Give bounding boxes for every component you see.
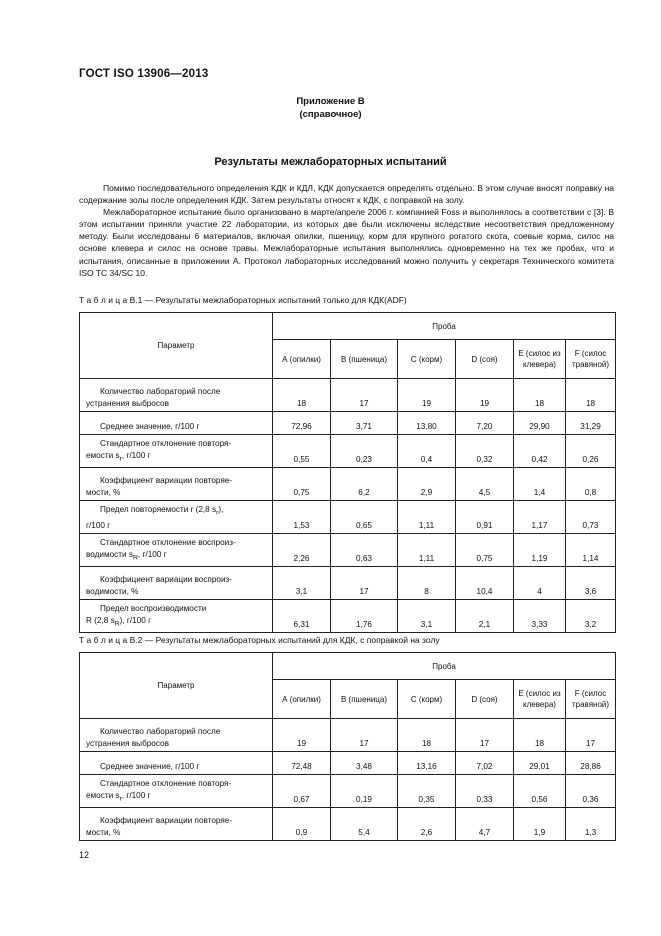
param-text: , г/100 г bbox=[121, 450, 151, 460]
table-row bbox=[80, 752, 616, 775]
value-cell: 17 bbox=[331, 567, 398, 600]
col-header: В (пшеница) bbox=[331, 680, 398, 719]
col-header: D (соя) bbox=[456, 680, 514, 719]
value-cell: 0,36 bbox=[566, 775, 616, 808]
param-cell bbox=[80, 379, 273, 412]
param-header: Параметр bbox=[80, 653, 273, 719]
param-cell bbox=[80, 412, 273, 435]
param-text: Среднее значение, г/100 г bbox=[100, 761, 200, 771]
value-cell: 1,4 bbox=[514, 468, 566, 501]
value-cell: 3,48 bbox=[331, 752, 398, 775]
table-row bbox=[80, 379, 616, 412]
value-cell: 0,33 bbox=[456, 775, 514, 808]
value-cell: 0,67 bbox=[273, 775, 331, 808]
param-cell bbox=[80, 752, 273, 775]
paragraph: Помимо последовательного определения КДК и КДЛ, КДК допускается определять отдельно. В этом случае вносят поправку на содержание золы после определения КДК. Затем результаты относят к КДК, с поправкой на золу. bbox=[79, 183, 614, 206]
value-cell: 0,35 bbox=[398, 775, 456, 808]
value-cell: 6,2 bbox=[331, 468, 398, 501]
value-cell: 1,11 bbox=[398, 501, 456, 534]
param-cell bbox=[80, 775, 273, 808]
value-cell: 29,90 bbox=[514, 412, 566, 435]
value-cell: 0,56 bbox=[514, 775, 566, 808]
document-header: ГОСТ ISO 13906—2013 bbox=[79, 68, 209, 80]
param-text: r bbox=[119, 795, 122, 803]
value-cell: 0,91 bbox=[456, 501, 514, 534]
appendix-heading bbox=[0, 95, 661, 121]
paragraph: Межлабораторное испытание было организовано в марте/апреле 2006 г. компанией Foss и выполнялось в соответствии с [3]. В этом испытании приняли участие 22 лаборатории, из которых две были исключены вследствие несоответствия предложенному методу. Были исследованы 6 материалов, включая опилки, пшеницу, корм для крупного рогатого скота, соевые корма, силос на основе клевера и силос на основе травы. Межлабораторные испытания выполнялись одновременно на тех же пробах, что и испытания, описанные в приложении А. Протокол лабораторных исследований можно получить у секретаря Технического комитета ISO TC 34/SC 10. bbox=[79, 207, 614, 278]
value-cell: 0,75 bbox=[456, 534, 514, 567]
value-cell: 0,4 bbox=[398, 435, 456, 468]
value-cell: 4,5 bbox=[456, 468, 514, 501]
table-row bbox=[80, 468, 616, 501]
param-cell bbox=[80, 435, 273, 468]
param-text: емости s bbox=[86, 790, 120, 800]
sample-header: Проба bbox=[273, 653, 616, 680]
param-text bbox=[86, 504, 266, 519]
value-cell: 0,55 bbox=[273, 435, 331, 468]
col-header: F (силос травяной) bbox=[566, 340, 616, 379]
param-cell bbox=[80, 719, 273, 752]
value-cell: 19 bbox=[456, 379, 514, 412]
value-cell: 1,19 bbox=[514, 534, 566, 567]
value-cell: 8 bbox=[398, 567, 456, 600]
param-text: , г/100 г bbox=[137, 549, 167, 559]
value-cell: 0,32 bbox=[456, 435, 514, 468]
col-header: В (пшеница) bbox=[331, 340, 398, 379]
value-cell: 5,4 bbox=[331, 808, 398, 841]
col-header: F (силос травяной) bbox=[566, 680, 616, 719]
param-text: Предел воспроизводимости bbox=[100, 604, 207, 614]
value-cell: 17 bbox=[331, 719, 398, 752]
value-cell: 0,8 bbox=[566, 468, 616, 501]
value-cell: 29,01 bbox=[514, 752, 566, 775]
value-cell: 18 bbox=[514, 719, 566, 752]
table-row bbox=[80, 775, 616, 808]
table-row bbox=[80, 435, 616, 468]
param-text: водимости, % bbox=[86, 586, 139, 596]
param-text: R bbox=[132, 554, 138, 562]
table-row bbox=[80, 501, 616, 534]
param-text: Коэффициент вариации повторяе- bbox=[100, 816, 233, 825]
value-cell: 2,26 bbox=[273, 534, 331, 567]
value-cell: 0,9 bbox=[273, 808, 331, 841]
page-number: 12 bbox=[79, 850, 90, 860]
value-cell: 31,29 bbox=[566, 412, 616, 435]
param-text: Предел повторяемости r (2,8 s bbox=[100, 505, 217, 515]
value-cell: 18 bbox=[514, 379, 566, 412]
value-cell: 3,1 bbox=[398, 600, 456, 633]
param-text: Количество лабораторий после bbox=[100, 387, 221, 396]
value-cell: 1,76 bbox=[331, 600, 398, 633]
sample-header: Проба bbox=[273, 313, 616, 340]
value-cell: 1,14 bbox=[566, 534, 616, 567]
value-cell: 1,17 bbox=[514, 501, 566, 534]
table-b2 bbox=[79, 652, 616, 841]
value-cell: 18 bbox=[273, 379, 331, 412]
body-text bbox=[79, 182, 614, 279]
table-row bbox=[80, 719, 616, 752]
value-cell: 1,53 bbox=[273, 501, 331, 534]
value-cell: 28,86 bbox=[566, 752, 616, 775]
param-text: r bbox=[119, 455, 122, 463]
col-header: С (корм) bbox=[398, 680, 456, 719]
value-cell: 0,23 bbox=[331, 435, 398, 468]
param-text: Стандартное отклонение повторя- bbox=[100, 779, 232, 789]
value-cell: 1,3 bbox=[566, 808, 616, 841]
value-cell: 17 bbox=[456, 719, 514, 752]
table-row bbox=[80, 412, 616, 435]
value-cell: 13,80 bbox=[398, 412, 456, 435]
param-text: устранения выбросов bbox=[86, 738, 169, 748]
param-text: Коэффициент вариации воспроиз- bbox=[100, 575, 233, 584]
param-text: Стандартное отклонение воспроиз- bbox=[100, 538, 236, 548]
value-cell: 0,63 bbox=[331, 534, 398, 567]
appendix-subtitle: (справочное) bbox=[299, 109, 362, 120]
appendix-title: Приложение В bbox=[296, 96, 365, 107]
value-cell: 0,19 bbox=[331, 775, 398, 808]
param-text: r bbox=[216, 510, 219, 517]
table-caption-b1: Т а б л и ц а В.1 — Результаты межлабораторных испытаний только для КДК(ADF) bbox=[79, 295, 407, 305]
table-row bbox=[80, 567, 616, 600]
param-text: ), bbox=[218, 505, 224, 515]
value-cell: 18 bbox=[566, 379, 616, 412]
value-cell: 1,11 bbox=[398, 534, 456, 567]
value-cell: 0,65 bbox=[331, 501, 398, 534]
col-header: Е (силос из клевера) bbox=[514, 680, 566, 719]
value-cell: 3,2 bbox=[566, 600, 616, 633]
value-cell: 4 bbox=[514, 567, 566, 600]
value-cell: 6,31 bbox=[273, 600, 331, 633]
value-cell: 3,33 bbox=[514, 600, 566, 633]
table-body bbox=[80, 379, 616, 633]
value-cell: 13,16 bbox=[398, 752, 456, 775]
col-header: А (опилки) bbox=[273, 680, 331, 719]
param-cell bbox=[80, 600, 273, 633]
table-row bbox=[80, 808, 616, 841]
param-text: мости, % bbox=[86, 487, 121, 497]
col-header: Е (силос из клевера) bbox=[514, 340, 566, 379]
col-header: D (соя) bbox=[456, 340, 514, 379]
param-text: Количество лабораторий после bbox=[100, 727, 221, 736]
param-header: Параметр bbox=[80, 313, 273, 379]
value-cell: 19 bbox=[398, 379, 456, 412]
value-cell: 0,42 bbox=[514, 435, 566, 468]
value-cell: 18 bbox=[398, 719, 456, 752]
param-cell bbox=[80, 468, 273, 501]
col-header: А (опилки) bbox=[273, 340, 331, 379]
param-text: Стандартное отклонение повторя- bbox=[100, 439, 232, 449]
param-text: Среднее значение, г/100 г bbox=[100, 421, 200, 431]
value-cell: 4,7 bbox=[456, 808, 514, 841]
param-text: водимости s bbox=[86, 549, 133, 559]
value-cell: 2,1 bbox=[456, 600, 514, 633]
table-caption-b2: Т а б л и ц а В.2 — Результаты межлабораторных испытаний для КДК, с поправкой на золу bbox=[79, 635, 440, 645]
value-cell: 7,20 bbox=[456, 412, 514, 435]
col-header: С (корм) bbox=[398, 340, 456, 379]
value-cell: 3,71 bbox=[331, 412, 398, 435]
value-cell: 10,4 bbox=[456, 567, 514, 600]
value-cell: 3,6 bbox=[566, 567, 616, 600]
table-body bbox=[80, 719, 616, 841]
param-text: устранения выбросов bbox=[86, 398, 169, 408]
value-cell: 3,1 bbox=[273, 567, 331, 600]
param-text: R (2,8 s bbox=[86, 615, 115, 625]
value-cell: 0,26 bbox=[566, 435, 616, 468]
value-cell: 17 bbox=[331, 379, 398, 412]
table-row bbox=[80, 534, 616, 567]
param-cell bbox=[80, 567, 273, 600]
param-text: г/100 г bbox=[86, 520, 111, 530]
param-text: емости s bbox=[86, 450, 120, 460]
section-title: Результаты межлабораторных испытаний bbox=[214, 156, 447, 168]
param-text: мости, % bbox=[86, 827, 121, 837]
param-text: R bbox=[114, 620, 120, 628]
value-cell: 1,9 bbox=[514, 808, 566, 841]
param-text: , г/100 г bbox=[121, 790, 151, 800]
value-cell: 2,6 bbox=[398, 808, 456, 841]
param-text: ), г/100 г bbox=[119, 615, 152, 625]
param-text: Коэффициент вариации повторяе- bbox=[100, 476, 233, 485]
param-cell bbox=[80, 501, 273, 534]
value-cell: 19 bbox=[273, 719, 331, 752]
value-cell: 72,96 bbox=[273, 412, 331, 435]
value-cell: 17 bbox=[566, 719, 616, 752]
value-cell: 7,02 bbox=[456, 752, 514, 775]
value-cell: 72,48 bbox=[273, 752, 331, 775]
value-cell: 0,73 bbox=[566, 501, 616, 534]
table-row bbox=[80, 600, 616, 633]
param-cell bbox=[80, 534, 273, 567]
table-b1 bbox=[79, 312, 616, 633]
value-cell: 0,75 bbox=[273, 468, 331, 501]
param-cell bbox=[80, 808, 273, 841]
value-cell: 2,9 bbox=[398, 468, 456, 501]
